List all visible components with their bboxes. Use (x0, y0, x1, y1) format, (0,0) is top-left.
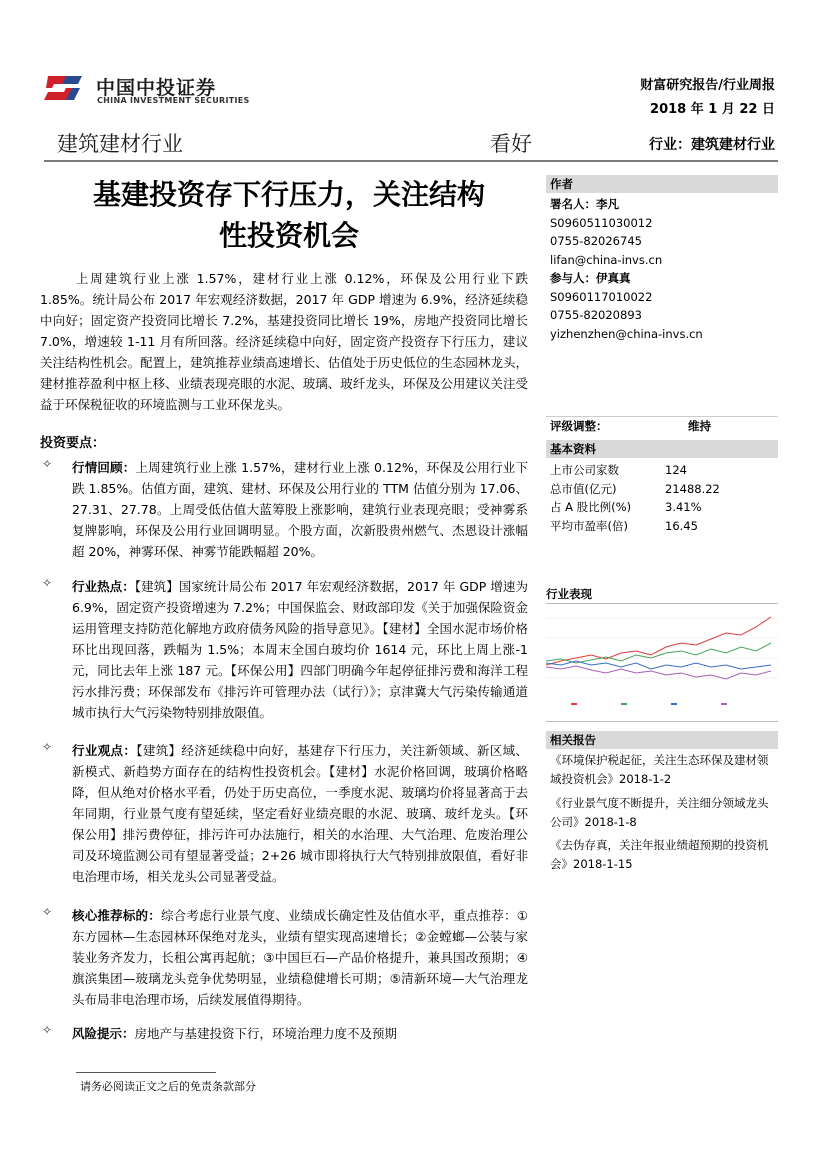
industry-label: 行业：建筑建材行业 (649, 137, 775, 153)
author-info (550, 195, 703, 343)
industry-performance-heading: 行业表现 (546, 586, 778, 604)
row-key: 总市值(亿元) (550, 481, 617, 496)
bullet-text: 上周建筑行业上涨 1.57%，建材行业上涨 0.12%，环保及公用行业下跌 1.85%。估值方面，建筑、建材、环保及公用行业的 TTM 估值分别为 17.06、27.31、27.78。上周受低估值大蓝筹股上涨影响，建筑行业表现亮眼；受神雾系复牌影响，环保及公用行业回调明显。个股方面，次新股贵州燃气、杰恩设计涨幅超 20%，神雾环保、神雾节能跌幅超 20%。 (72, 460, 528, 559)
report-title-line-1: 基建投资存下行压力，关注结构 (92, 178, 485, 211)
row-value: 124 (665, 463, 687, 477)
bullet-market-review (40, 457, 528, 562)
author-heading: 作者 (546, 175, 778, 193)
investment-highlights-heading: 投资要点： (40, 436, 106, 451)
diamond-bullet-icon: ✧ (42, 457, 53, 471)
diamond-bullet-icon: ✧ (42, 1023, 53, 1037)
table-row (550, 461, 687, 480)
diamond-bullet-icon: ✧ (42, 905, 53, 919)
bullet-label: 核心推荐标的： (72, 908, 161, 923)
report-title-line-2: 性投资机会 (218, 219, 359, 252)
related-report-item[interactable]: 《环境保护税起征，关注生态环保及建材领域投资机会》2018-1-2 (550, 753, 769, 786)
sector-title: 建筑建材行业 (57, 132, 183, 156)
diamond-bullet-icon: ✧ (42, 740, 53, 754)
header-divider (44, 160, 778, 162)
bullet-label: 风险提示： (72, 1026, 135, 1041)
footer-divider (76, 1072, 216, 1073)
basic-data-heading: 基本资料 (546, 440, 778, 458)
bullet-risk-warning (40, 1023, 528, 1044)
disclaimer-text: 请务必阅读正文之后的免责条款部分 (80, 1080, 256, 1093)
bullet-text: 综合考虑行业景气度、业绩成长确定性及估值水平，重点推荐：①东方园林—生态园林环保绝对龙头，业绩有望实现高速增长；②金螳螂—公装与家装业务齐发力，长租公寓再起航；③中国巨石—产品价格提升，兼具国改预期；④旗滨集团—玻璃龙头竞争优势明显，业绩稳健增长可期；⑤清新环境—大气治理龙头布局非电治理市场，后续发展值得期待。 (72, 908, 528, 1007)
summary-paragraph (40, 268, 528, 415)
row-key: 上市公司家数 (550, 463, 619, 477)
company-name-en: CHINA INVESTMENT SECURITIES (97, 96, 250, 105)
report-type: 财富研究报告/行业周报 (640, 78, 775, 93)
related-reports-heading: 相关报告 (546, 731, 778, 749)
bullet-text: 房地产与基建投资下行，环境治理力度不及预期 (134, 1026, 398, 1041)
rating-label: 评级调整： (550, 419, 608, 433)
bullet-text: 【建筑】国家统计局公布 2017 年宏观经济数据，2017 年 GDP 增速为 6.9%，固定资产投资增速为 7.2%；中国保监会、财政部印发《关于加强保险资金运用管理支持防范化解地方政府债务风险的指导意见》。【建材】全国水泥市场价格环比出现回落，跌幅为 1.5%；本周末全国白玻均价 1614 元，环比上周上涨-1 元，同比去年上涨 187 元。【环保公用】四部门明确今年起停征排污费和海洋工程污水排污费；环保部发布《排污许可管理办法（试行）》；京津冀大气污染传输通道城市执行大气污染物特别排放限值。 (72, 579, 528, 720)
diamond-bullet-icon: ✧ (42, 576, 53, 590)
participant-email[interactable]: yizhenzhen@china-invs.cn (550, 326, 703, 341)
rating-row (546, 416, 778, 434)
participant-phone: 0755-82020893 (550, 308, 642, 322)
company-name: 中国中投证券 (96, 77, 217, 99)
row-value: 3.41% (665, 500, 702, 514)
table-row (550, 498, 702, 517)
related-report-item[interactable]: 《行业景气度不断提升，关注细分领域龙头公司》2018-1-8 (550, 796, 769, 829)
industry-performance-chart (546, 603, 778, 722)
related-report-item[interactable]: 《去伪存真，关注年报业绩超预期的投资机会》2018-1-15 (550, 838, 769, 871)
signer-name: 署名人：李凡 (550, 197, 619, 211)
row-key: 平均市盈率(倍) (550, 518, 628, 533)
bullet-core-recommendations (40, 905, 528, 1010)
row-value: 21488.22 (665, 481, 720, 496)
chart-series-line (546, 643, 771, 663)
row-key: 占 A 股比例(%) (550, 500, 632, 514)
table-row (550, 517, 698, 536)
table-row (550, 480, 720, 499)
participant-name: 参与人：伊真真 (550, 271, 631, 285)
bullet-industry-view (40, 740, 528, 887)
rating-word: 看好 (490, 132, 532, 156)
report-title (44, 174, 534, 256)
signer-id: S0960511030012 (550, 215, 653, 230)
summary-text: 上周建筑行业上涨 1.57%，建材行业上涨 0.12%，环保及公用行业下跌 1.85%。统计局公布 2017 年宏观经济数据，2017 年 GDP 增速为 6.9%，经济延续稳中向好；固定资产投资同比增长 7.2%，基建投资同比增长 19%，房地产投资同比增长 7.0%，增速较 1-11 月有所回落。经济延续稳中向好，固定资产投资存下行压力，建议关注结构性机会。配置上，建筑推荐业绩高速增长、估值处于历史低位的生态园林龙头，建材推荐盈利中枢上移、业绩表现亮眼的水泥、玻璃、玻纤龙头，环保及公用建议关注受益于环保税征收的环境监测与工业环保龙头。 (40, 271, 528, 412)
row-value: 16.45 (665, 518, 698, 533)
bullet-label: 行业观点： (72, 743, 137, 758)
signer-email[interactable]: lifan@china-invs.cn (550, 252, 663, 267)
bullet-text: 【建筑】经济延续稳中向好，基建存下行压力，关注新领域、新区域、新模式、新趋势方面存在的结构性投资机会。【建材】水泥价格回调，玻璃价格略降，但从绝对价格水平看，仍处于历史高位，一季度水泥、玻璃均价将显著高于去年同期，行业景气度有望延续，坚定看好业绩亮眼的水泥、玻璃、玻纤龙头。【环保公用】排污费停征，排污许可办法施行，相关的水治理、大气治理、危废治理公司及环境监测公司有望显著受益；2+26 城市即将执行大气特别排放限值，看好非电治理市场，相关龙头公司显著受益。 (72, 743, 528, 884)
bullet-industry-hotspot (40, 576, 528, 723)
bullet-label: 行情回顾： (72, 460, 136, 475)
participant-id: S0960117010022 (550, 289, 653, 304)
rating-value: 维持 (688, 419, 711, 433)
signer-phone: 0755-82026745 (550, 234, 642, 248)
bullet-label: 行业热点： (72, 579, 135, 594)
basic-data-table (550, 461, 720, 535)
chart-series-line (546, 661, 771, 669)
company-logo-icon (44, 72, 84, 102)
report-date: 2018 年 1 月 22 日 (650, 102, 775, 117)
